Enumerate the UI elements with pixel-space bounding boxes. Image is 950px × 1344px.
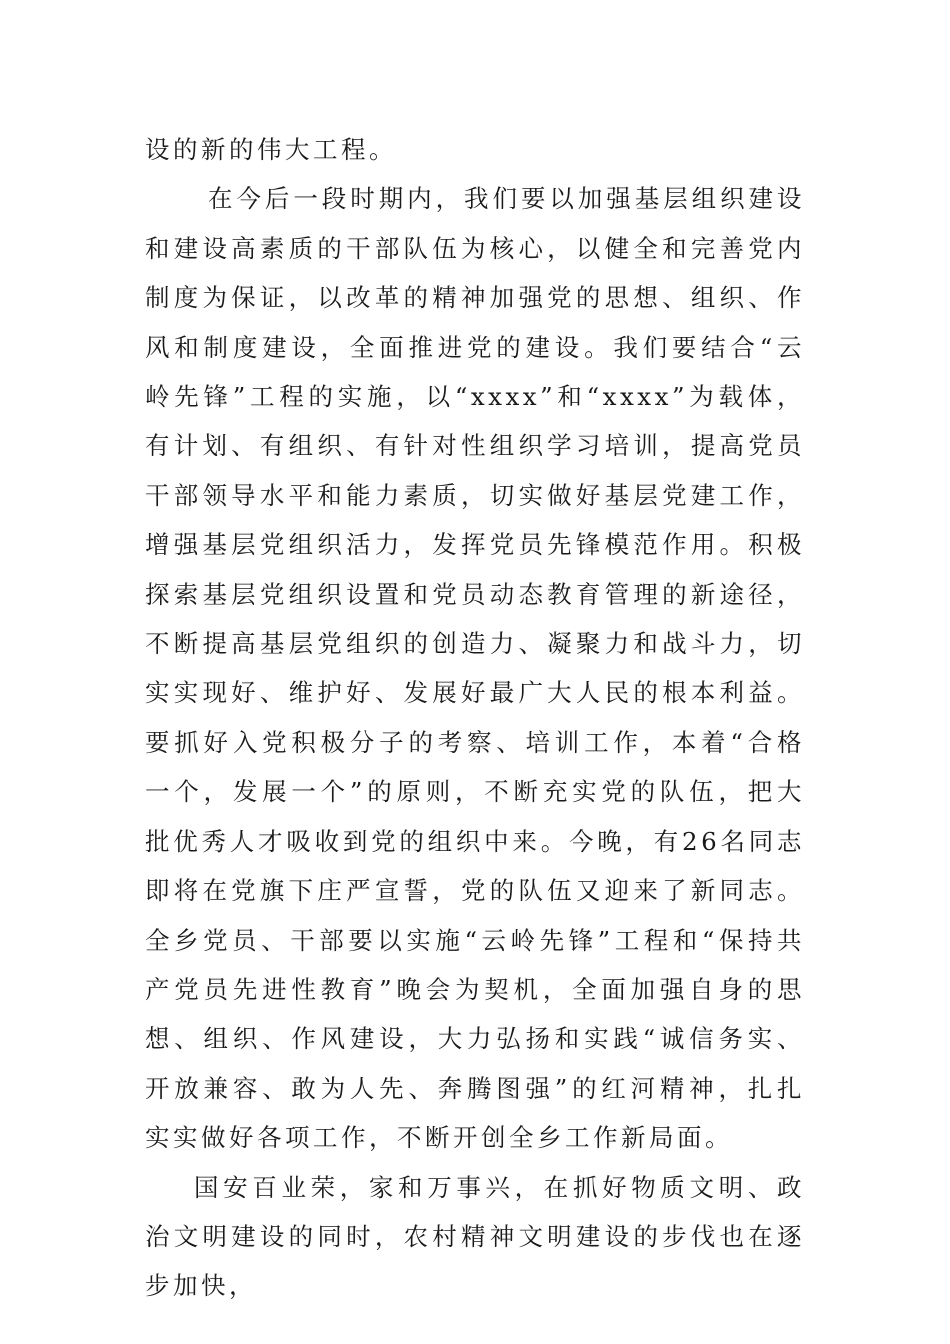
paragraph-continuation: 设的新的伟大工程。 (145, 135, 397, 164)
document-body (145, 125, 805, 1311)
paragraph-party-building: 在今后一段时期内，我们要以加强基层组织建设和建设高素质的干部队伍为核心，以健全和完善党内制度为保证，以改革的精神加强党的思想、组织、作风和制度建设，全面推进党的建设。我们要结合“云岭先锋”工程的实施，以“xxxx”和“xxxx”为载体，有计划、有组织、有针对性组织学习培训，提高党员干部领导水平和能力素质，切实做好基层党建工作，增强基层党组织活力，发挥党员先锋模范作用。积极探索基层党组织设置和党员动态教育管理的新途径，不断提高基层党组织的创造力、凝聚力和战斗力，切实实现好、维护好、发展好最广大人民的根本利益。要抓好入党积极分子的考察、培训工作，本着“合格一个，发展一个”的原则，不断充实党的队伍，把大批优秀人才吸收到党的组织中来。今晚，有26名同志即将在党旗下庄严宣誓，党的队伍又迎来了新同志。全乡党员、干部要以实施“云岭先锋”工程和“保持共产党员先进性教育”晚会为契机，全面加强自身的思想、组织、作风建设，大力弘扬和实践“诚信务实、开放兼容、敢为人先、奔腾图强”的红河精神，扎扎实实做好各项工作，不断开创全乡工作新局面。 (145, 184, 805, 1153)
paragraph-civilization: 国安百业荣，家和万事兴，在抓好物质文明、政治文明建设的同时，农村精神文明建设的步伐也在逐步加快， (145, 1172, 805, 1301)
